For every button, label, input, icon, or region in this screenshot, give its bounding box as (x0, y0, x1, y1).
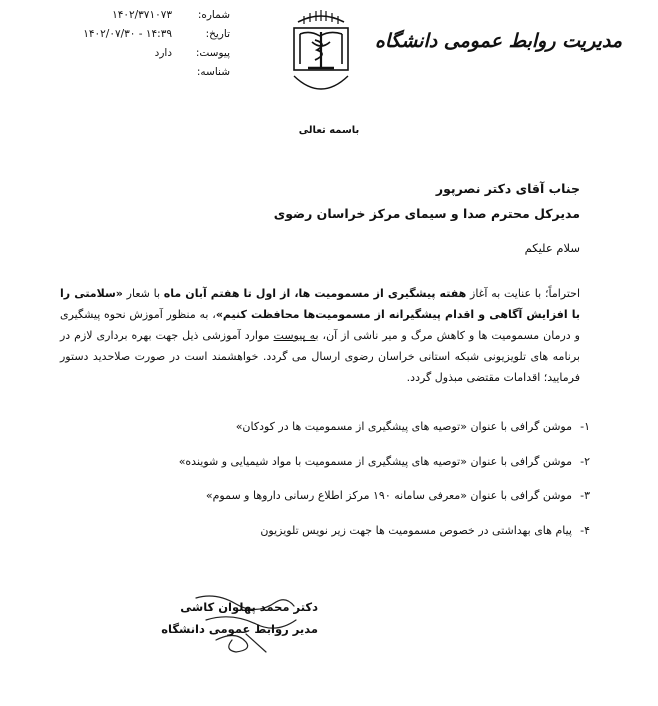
meta-attachment: پیوست: دارد (154, 47, 230, 59)
basmala: باسمه تعالی (298, 125, 360, 136)
university-emblem-icon (288, 6, 354, 104)
letter-meta (30, 6, 230, 82)
week-highlight: هفته پیشگیری از مسمومیت ها، از اول تا هفتم آبان ماه (163, 287, 467, 300)
list-item: ۲- موشن گرافی با عنوان «توصیه های پیشگیری از مسمومیت با مواد شیمیایی و شوینده» (178, 454, 590, 468)
meta-id: شناسه: (196, 66, 230, 78)
signatory-title: مدیر روابط عمومی دانشگاه (161, 622, 318, 636)
list-item: ۱- موشن گرافی با عنوان «توصیه های پیشگیری از مسمومیت ها در کودکان» (235, 419, 590, 433)
meta-number: شماره: ۱۴۰۲/۳۷۱۰۷۳ (112, 9, 230, 21)
list-item: ۳- موشن گرافی با عنوان «معرفی سامانه ۱۹۰ مرکز اطلاع رسانی داروها و سموم» (205, 489, 590, 503)
slogan: «سلامتی را با افزایش آگاهی و اقدام پیشگیرانه از مسمومیت‌ها محافظت کنیم» (60, 287, 581, 321)
recipient-title: مدیرکل محترم صدا و سیمای مرکز خراسان رضوی (273, 206, 580, 221)
greeting: سلام علیکم (524, 241, 580, 255)
department-title: مدیریت روابط عمومی دانشگاه (374, 30, 622, 52)
attachment-ref: به پیوست (273, 329, 319, 342)
body-paragraph: احتراماً؛ با عنایت به آغاز هفته پیشگیری از مسمومیت ها، از اول تا هفتم آبان ماه با شعار «سلامتی را با افزایش آگاهی و اقدام پیشگیرانه از مسمومیت‌ها محافظت کنیم»، به منظور آموزش نحوه پیشگیری و درمان مسمومیت ها و کاهش مرگ و میر ناشی از آن، به پیوست موارد آموزشی ذیل جهت بهره برداری لازم در برنامه های تلویزیونی شبکه استانی خراسان رضوی ارسال می گردد. خواهشمند است در صورت صلاحدید دستور فرمایید؛ اقدامات مقتضی مبذول گردد. (60, 287, 581, 384)
recipient-block (274, 176, 580, 226)
recipient-name: جناب آقای دکتر نصرپور (435, 181, 580, 196)
items-list (50, 409, 590, 548)
signature-block (161, 596, 318, 640)
signatory-name: دکتر محمد پهلوان کاشی (180, 600, 318, 614)
list-item: ۴- پیام های بهداشتی در خصوص مسمومیت ها جهت زیر نویس تلویزیون (260, 523, 590, 537)
meta-date: تاریخ: ۱۴۰۲/۰۷/۳۰ - ۱۴:۳۹ (83, 28, 230, 40)
